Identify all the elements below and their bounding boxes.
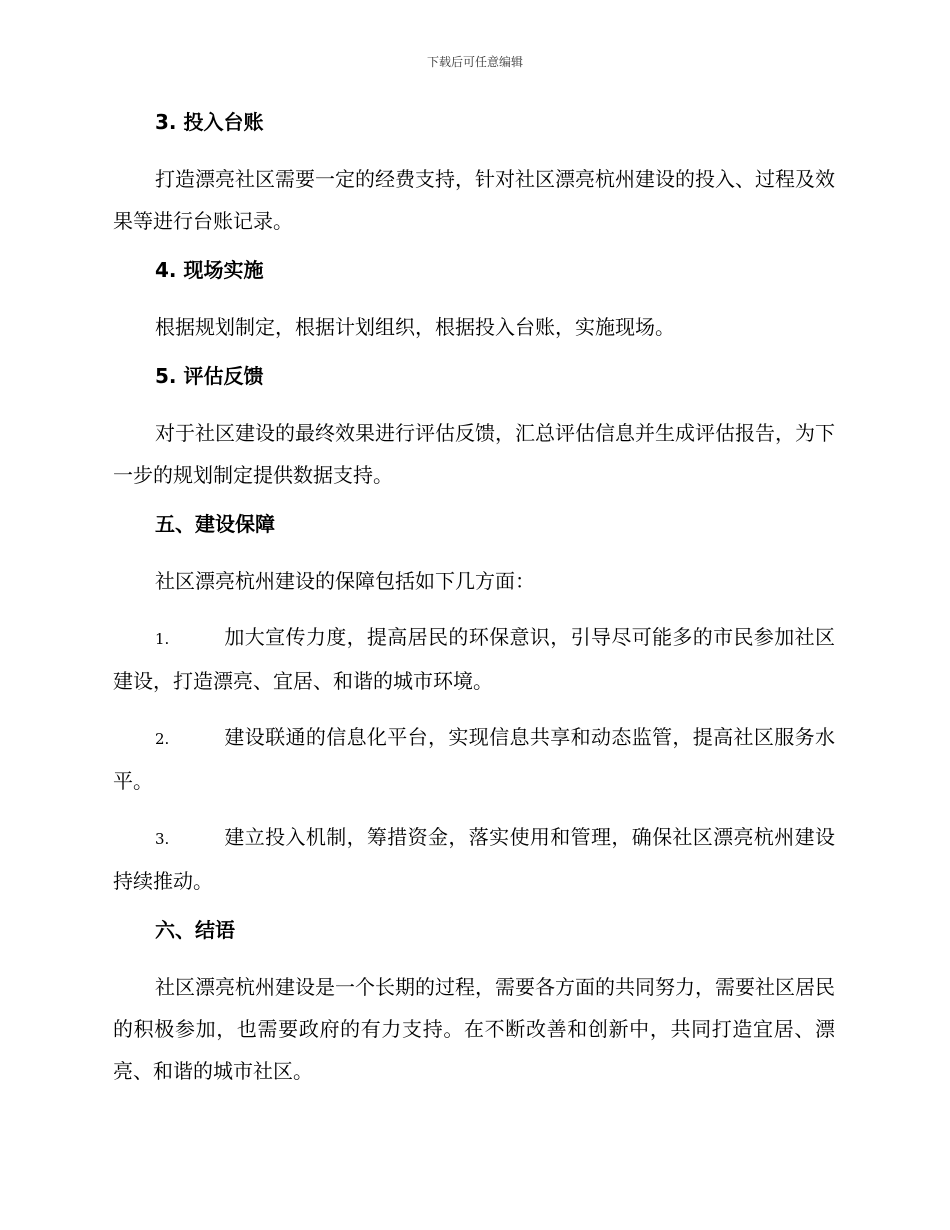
list-item-text: 建立投入机制，筹措资金，落实使用和管理，确保社区漂亮杭州建设持续推动。 bbox=[113, 825, 835, 893]
list-number: 3. bbox=[155, 830, 170, 848]
section-heading-conclusion: 六、结语 bbox=[155, 918, 235, 942]
section-heading-construction-guarantee: 五、建设保障 bbox=[155, 512, 275, 536]
document-body bbox=[113, 108, 835, 1092]
list-item bbox=[113, 716, 835, 802]
list-number: 2. bbox=[155, 730, 170, 748]
paragraph-guarantee-intro: 社区漂亮杭州建设的保障包括如下几方面： bbox=[155, 569, 535, 593]
list-item-text: 加大宣传力度，提高居民的环保意识，引导尽可能多的市民参加社区建设，打造漂亮、宜居、和谐的城市环境。 bbox=[113, 625, 835, 693]
paragraph-investment-ledger: 打造漂亮社区需要一定的经费支持，针对社区漂亮杭州建设的投入、过程及效果等进行台账记录。 bbox=[113, 167, 835, 233]
list-item bbox=[113, 816, 835, 902]
section-heading-onsite-implementation: 4. 现场实施 bbox=[155, 258, 264, 282]
list-number: 1. bbox=[155, 630, 170, 648]
section-heading-investment-ledger: 3. 投入台账 bbox=[155, 110, 264, 134]
page-header: 下载后可任意编辑 bbox=[426, 55, 523, 69]
paragraph-evaluation-feedback: 对于社区建设的最终效果进行评估反馈，汇总评估信息并生成评估报告，为下一步的规划制定提供数据支持。 bbox=[113, 421, 835, 487]
paragraph-onsite-implementation: 根据规划制定，根据计划组织，根据投入台账，实施现场。 bbox=[155, 315, 675, 339]
list-item-text: 建设联通的信息化平台，实现信息共享和动态监管，提高社区服务水平。 bbox=[113, 725, 835, 793]
paragraph-conclusion: 社区漂亮杭州建设是一个长期的过程，需要各方面的共同努力，需要社区居民的积极参加，也需要政府的有力支持。在不断改善和创新中，共同打造宜居、漂亮、和谐的城市社区。 bbox=[113, 975, 835, 1083]
list-item bbox=[113, 616, 835, 702]
section-heading-evaluation-feedback: 5. 评估反馈 bbox=[155, 364, 264, 388]
